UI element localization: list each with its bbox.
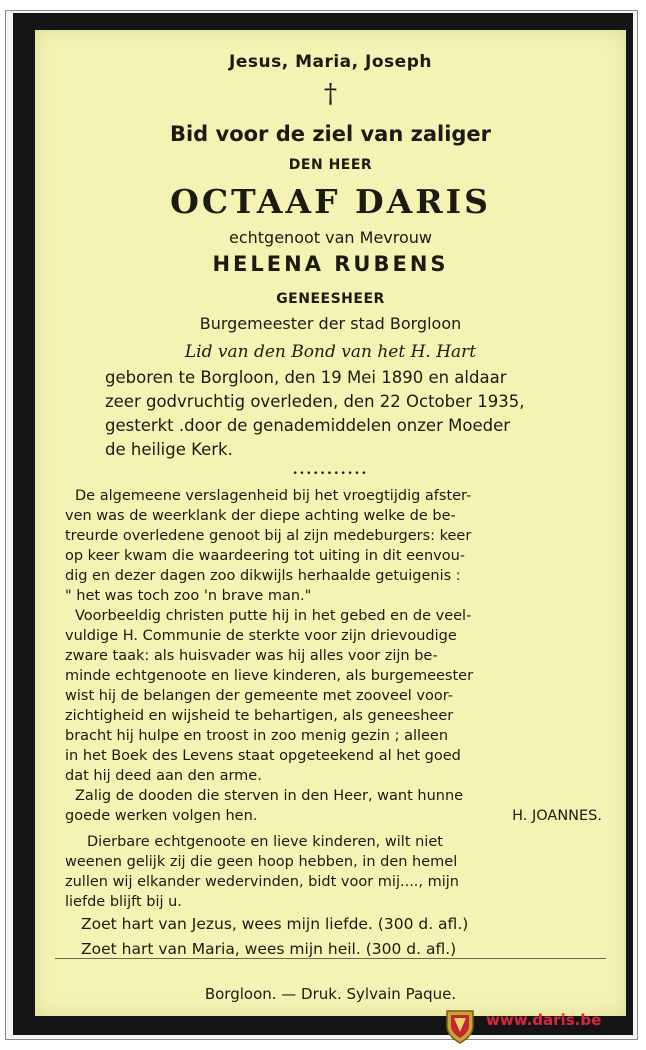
spouse-name: HELENA RUBENS	[212, 252, 449, 276]
quote-line: Zalig de dooden die sterven in den Heer, want hunne	[75, 788, 464, 804]
paragraph-line: wist hij de belangen der gemeente met zooveel voor-	[65, 688, 454, 704]
paragraph-line: vuldige H. Communie de sterkte voor zijn drievoudige	[65, 628, 457, 644]
prayer-intro: Bid voor de ziel van zaliger	[169, 122, 492, 146]
paragraph-line: " het was toch zoo 'n brave man."	[65, 588, 312, 604]
paragraph-line: zichtigheid en wijsheid te behartigen, als geneesheer	[65, 708, 454, 724]
life-line: zeer godvruchtig overleden, den 22 October 1935,	[105, 392, 525, 411]
site-watermark-link[interactable]: www.daris.be	[486, 1011, 602, 1029]
quote-line: goede werken volgen hen.	[65, 808, 258, 824]
life-line: gesterkt .door de genademiddelen onzer Moeder	[105, 416, 510, 435]
paragraph-line: op keer kwam die waardeering tot uiting in dit eenvou-	[65, 548, 466, 564]
office: Burgemeester der stad Borgloon	[199, 314, 462, 333]
paragraph-line: dat hij deed aan den arme.	[65, 768, 262, 784]
paragraph-line: Dierbare echtgenoote en lieve kinderen, wilt niet	[87, 834, 443, 850]
invocation-maria: Zoet hart van Maria, wees mijn heil. (300 d. afl.)	[81, 940, 457, 958]
paragraph-line: Voorbeeldig christen putte hij in het gebed en de veel-	[75, 608, 472, 624]
header-invocation: Jesus, Maria, Joseph	[229, 52, 432, 72]
title-prefix: DEN HEER	[288, 157, 373, 173]
paragraph-line: in het Boek des Levens staat opgeteekend al het goed	[65, 748, 461, 764]
life-line: de heilige Kerk.	[105, 440, 233, 459]
life-line: geboren te Borgloon, den 19 Mei 1890 en aldaar	[105, 368, 507, 387]
paragraph-line: minde echtgenoote en lieve kinderen, als burgemeester	[65, 668, 474, 684]
paragraph-line: De algemeene verslagenheid bij het vroegtijdig afster-	[75, 488, 472, 504]
printer-credit: Borgloon. — Druk. Sylvain Paque.	[204, 985, 457, 1003]
quote-source: H. JOANNES.	[512, 808, 602, 824]
paragraph-line: dig en dezer dagen zoo dikwijls herhaalde getuigenis :	[65, 568, 461, 584]
separator: ...........	[292, 462, 369, 478]
profession: GENEESHEER	[276, 291, 385, 307]
paragraph-line: weenen gelijk zij die geen hoop hebben, in den hemel	[65, 854, 458, 870]
invocation-jezus: Zoet hart van Jezus, wees mijn liefde. (300 d. afl.)	[81, 915, 469, 933]
paragraph-line: zware taak: als huisvader was hij alles voor zijn be-	[65, 648, 438, 664]
paragraph-line: zullen wij elkander wedervinden, bidt voor mij...., mijn	[65, 874, 459, 890]
cross-icon: †	[324, 79, 337, 109]
paragraph-line: liefde blijft bij u.	[65, 894, 182, 910]
divider	[55, 958, 606, 959]
deceased-name: OCTAAF DARIS	[170, 182, 491, 221]
membership: Lid van den Bond van het H. Hart	[184, 342, 477, 362]
memorial-card	[35, 30, 626, 1016]
paragraph-line: bracht hij hulpe en troost in zoo menig gezin ; alleen	[65, 728, 449, 744]
spouse-intro: echtgenoot van Mevrouw	[229, 228, 432, 247]
paragraph-line: ven was de weerklank der diepe achting welke de be-	[65, 508, 456, 524]
coat-of-arms-icon	[443, 1008, 477, 1044]
paragraph-line: treurde overledene genoot bij al zijn medeburgers: keer	[65, 528, 472, 544]
